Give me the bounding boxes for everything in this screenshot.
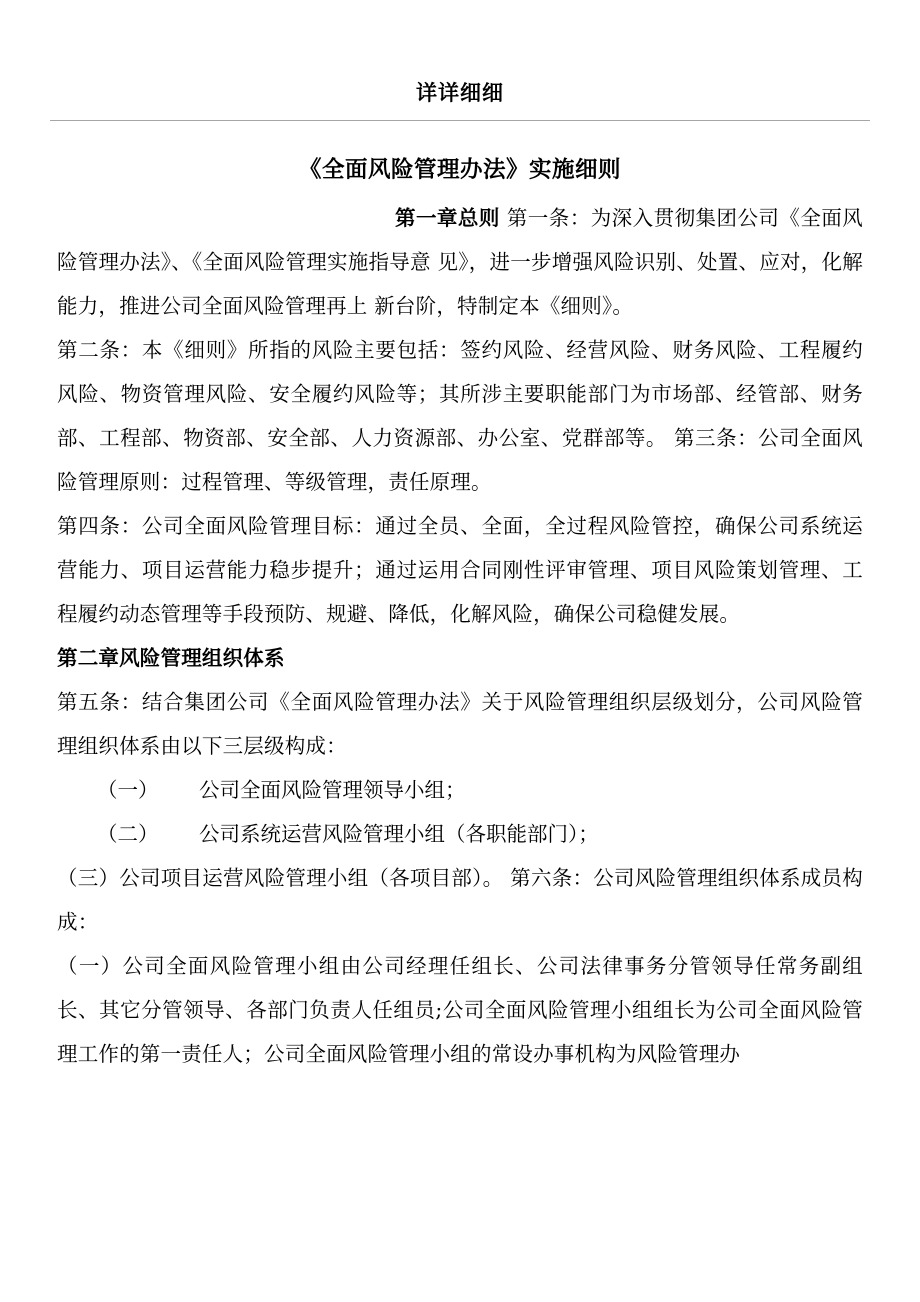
list-item-label: 公司系统运营风险管理小组（各职能部门）；	[199, 822, 599, 846]
page-header	[50, 78, 870, 108]
chapter-one-label: 第一章总则	[395, 206, 500, 230]
list-item	[57, 768, 863, 812]
paragraph-article-one-text: 第一条：为深入贯彻集团公司《全面风险管理办法》、《全面风险管理实施指导意 见》，进一步增强风险识别、处置、应对，化解能力，推进公司全面风险管理再上 新台阶，特制定本《细则》。	[57, 206, 863, 318]
paragraph-member-composition: （一）公司全面风险管理小组由公司经理任组长、公司法律事务分管领导任常务副组长、其它分管领导、各部门负责人任组员;公司全面风险管理小组组长为公司全面风险管理工作的第一责任人；公司全面风险管理小组的常设办事机构为风险管理办	[57, 954, 863, 1066]
header-divider	[50, 120, 870, 121]
list-item	[57, 812, 863, 856]
page-header-title: 详详细细	[416, 81, 504, 105]
list-item-marker: （一）	[97, 778, 159, 802]
paragraph-article-five: 第五条：结合集团公司《全面风险管理办法》关于风险管理组织层级划分，公司风险管理组织体系由以下三层级构成：	[57, 690, 863, 758]
document-body	[57, 148, 863, 1076]
paragraph-article-two: 第二条：本《细则》所指的风险主要包括：签约风险、经营风险、财务风险、工程履约风险、物资管理风险、安全履约风险等；其所涉主要职能部门为市场部、经管部、财务部、工程部、物资部、安全部、人力资源部、办公室、党群部等。 第三条：公司全面风险管理原则：过程管理、等级管理，责任原理。	[57, 338, 863, 494]
document-title: 《全面风险管理办法》实施细则	[298, 157, 621, 183]
chapter-two-heading: 第二章风险管理组织体系	[57, 646, 285, 670]
list-item-label: 公司全面风险管理领导小组；	[199, 778, 466, 802]
paragraph-article-four: 第四条：公司全面风险管理目标：通过全员、全面，全过程风险管控，确保公司系统运营能力、项目运营能力稳步提升；通过运用合同刚性评审管理、项目风险策划管理、工程履约动态管理等手段预防、规避、降低，化解风险，确保公司稳健发展。	[57, 514, 863, 626]
paragraph-article-six: （三）公司项目运营风险管理小组（各项目部）。 第六条：公司风险管理组织体系成员构成：	[57, 866, 863, 934]
list-item-marker: （二）	[97, 822, 159, 846]
paragraph-article-one	[57, 196, 863, 328]
